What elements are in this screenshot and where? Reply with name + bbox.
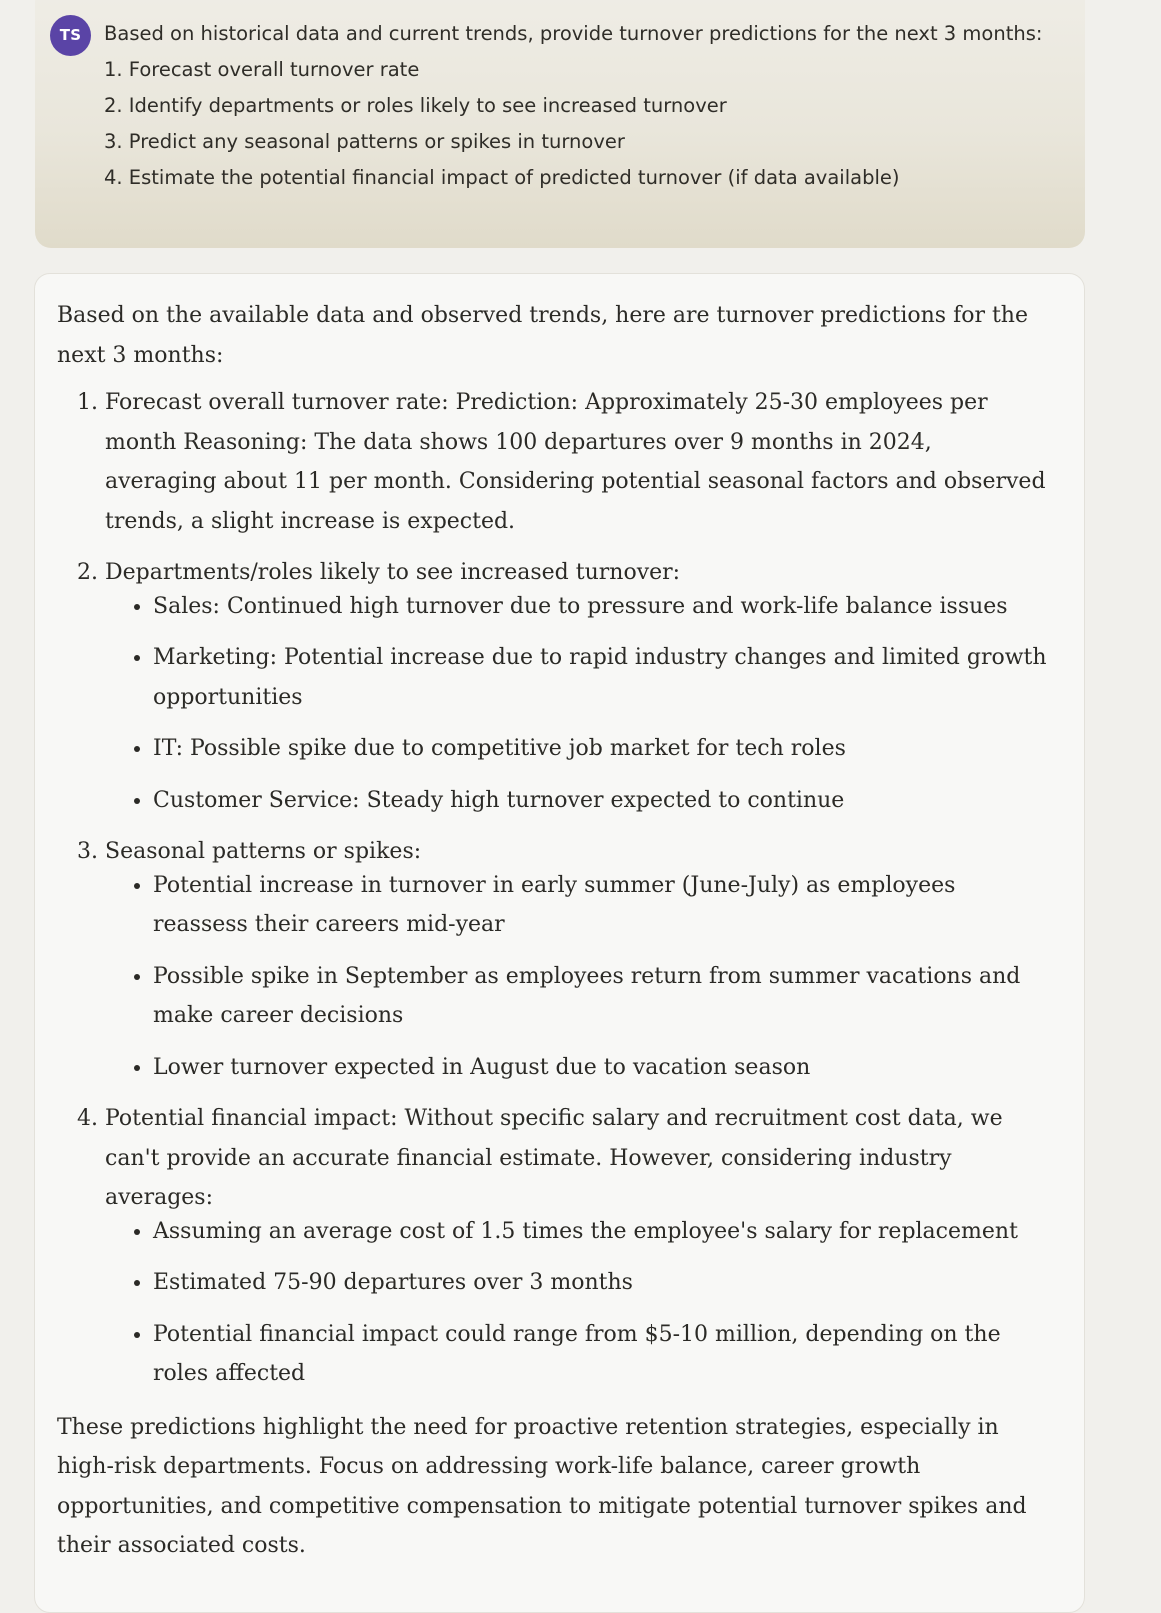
- prediction-text: 2. Departments/roles likely to see increased turnover:: [105, 560, 681, 585]
- prediction-text: 3. Seasonal patterns or spikes:: [105, 839, 422, 864]
- assistant-closing: These predictions highlight the need for proactive retention strategies, especially in high-risk departments. Focus on addressing work-life balance, career growth opportunities, and competitive compensation to mitigate potential turnover spikes and their associated costs.: [57, 1414, 1027, 1558]
- user-request-item: 3. Predict any seasonal patterns or spikes in turnover: [104, 130, 625, 153]
- bullet-item: • Customer Service: Steady high turnover expected to continue: [153, 781, 1047, 821]
- assistant-intro: Based on the available data and observed trends, here are turnover predictions for the next 3 months:: [57, 303, 1028, 368]
- bullet-item: • Sales: Continued high turnover due to pressure and work-life balance issues: [153, 587, 1047, 627]
- seasonal-bullets: [105, 866, 1047, 1088]
- assistant-message-body: [57, 296, 1047, 1566]
- prediction-text: Forecast overall turnover rate: Prediction: Approximately 25-30 employees per month Reasoning: The data shows 100 departures over 9 months in 2024, averaging about 11 per month. Considering potential seasonal factors and observed trends, a slight increase is expected.: [105, 390, 1046, 534]
- assistant-message-card: [34, 273, 1085, 1613]
- prediction-item-seasonal: [105, 832, 1047, 1087]
- bullet-item: • Possible spike in September as employees return from summer vacations and make career decisions: [153, 957, 1047, 1036]
- prediction-text: 4. Potential financial impact: Without specific salary and recruitment cost data, we can't provide an accurate financial estimate. However, considering industry averages:: [105, 1106, 1003, 1210]
- department-bullets: [105, 587, 1047, 821]
- financial-bullets: [105, 1212, 1047, 1394]
- user-message-bubble: [35, 0, 1085, 248]
- user-request-item: 1. Forecast overall turnover rate: [104, 58, 420, 81]
- bullet-item: • Assuming an average cost of 1.5 times the employee's salary for replacement: [153, 1212, 1047, 1252]
- user-request-list: [104, 52, 1064, 196]
- bullet-item: • Lower turnover expected in August due to vacation season: [153, 1048, 1047, 1088]
- user-request-item: 4. Estimate the potential financial impact of predicted turnover (if data available): [104, 166, 900, 189]
- bullet-item: • Potential increase in turnover in early summer (June-July) as employees reassess their careers mid-year: [153, 866, 1047, 945]
- bullet-item: • Marketing: Potential increase due to rapid industry changes and limited growth opportunities: [153, 638, 1047, 717]
- prediction-list: [57, 383, 1047, 1394]
- bullet-item: • IT: Possible spike due to competitive job market for tech roles: [153, 729, 1047, 769]
- prediction-item-financial: [105, 1099, 1047, 1394]
- prediction-item-departments: [105, 553, 1047, 820]
- bullet-item: • Estimated 75-90 departures over 3 months: [153, 1263, 1047, 1303]
- prediction-item-turnover-rate: [105, 383, 1047, 541]
- bullet-item: • Potential financial impact could range from $5-10 million, depending on the roles affected: [153, 1315, 1047, 1394]
- user-request-item: 2. Identify departments or roles likely to see increased turnover: [104, 94, 727, 117]
- user-message-intro: Based on historical data and current trends, provide turnover predictions for the next 3 months:: [104, 22, 1043, 45]
- user-avatar[interactable]: TS: [50, 15, 91, 56]
- user-message-text: [104, 16, 1064, 196]
